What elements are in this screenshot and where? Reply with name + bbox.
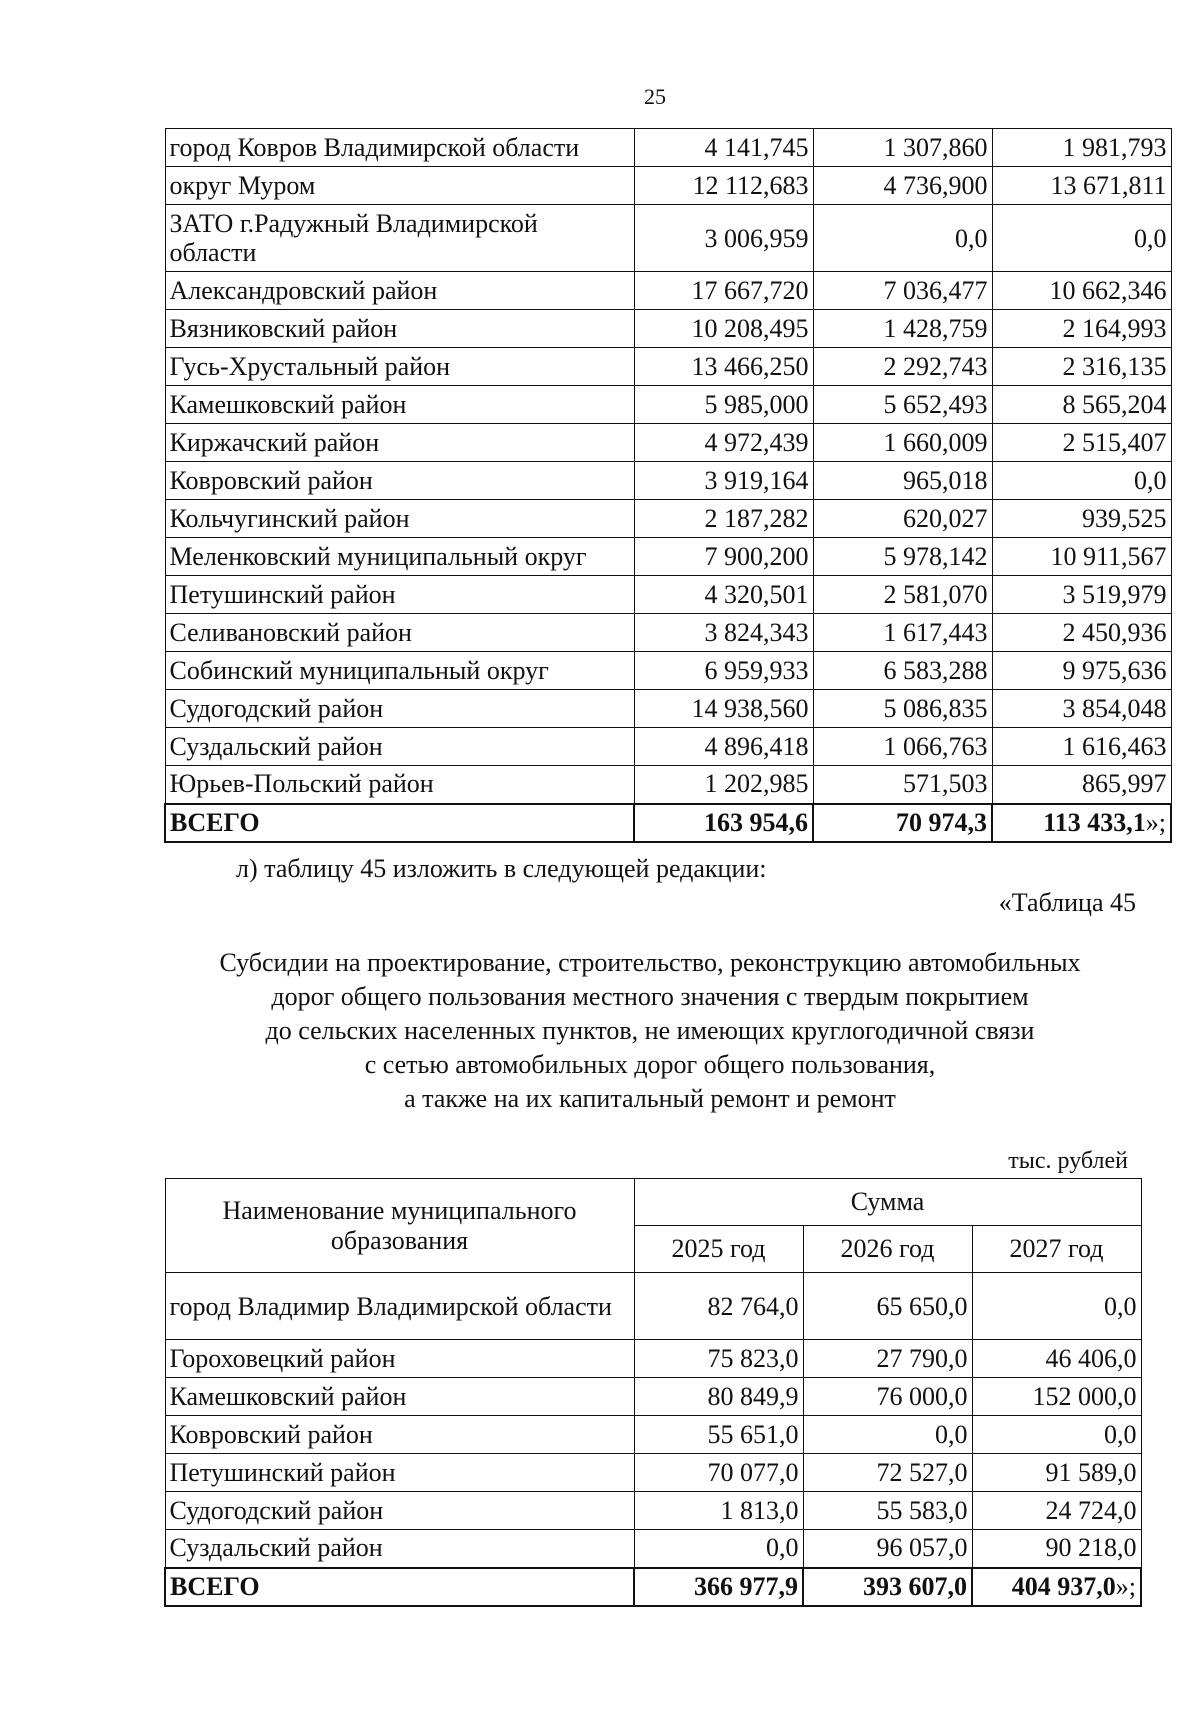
value-col-1: 14 938,560: [634, 690, 813, 728]
value-col-1: 3 006,959: [634, 205, 813, 272]
value-col-3: 2 316,135: [992, 348, 1171, 386]
value-col-1: 5 985,000: [634, 386, 813, 424]
value-col-3: 9 975,636: [992, 652, 1171, 690]
table-row: [165, 1273, 1141, 1340]
value-col-2: 5 652,493: [813, 386, 992, 424]
table-row: [165, 538, 1171, 576]
table-row: [165, 652, 1171, 690]
table-row: [165, 167, 1171, 205]
value-col-2: 0,0: [813, 205, 992, 272]
table-row: [165, 690, 1171, 728]
value-col-3: 10 662,346: [992, 272, 1171, 310]
value-2025: 80 849,9: [634, 1378, 803, 1416]
municipality-name: Собинский муниципальный округ: [165, 652, 634, 690]
caption-line: с сетью автомобильных дорог общего пользования,: [364, 1050, 936, 1079]
municipality-name: Вязниковский район: [165, 310, 634, 348]
total-2026: 393 607,0: [803, 1568, 972, 1606]
value-col-3: 2 515,407: [992, 424, 1171, 462]
value-col-3: 1 616,463: [992, 728, 1171, 766]
value-col-1: 4 972,439: [634, 424, 813, 462]
municipality-name: Ковровский район: [165, 1416, 634, 1454]
table-row: [165, 129, 1171, 167]
municipality-name: Камешковский район: [165, 1378, 634, 1416]
municipality-name: ЗАТО г.Радужный Владимирской области: [165, 205, 634, 272]
value-2027: 90 218,0: [972, 1530, 1141, 1568]
total-col-3: [992, 804, 1171, 842]
value-2025: 75 823,0: [634, 1340, 803, 1378]
value-col-3: 2 450,936: [992, 614, 1171, 652]
table-row: [165, 614, 1171, 652]
municipality-name: Судогодский район: [165, 1492, 634, 1530]
caption-line: Субсидии на проектирование, строительство, реконструкцию автомобильных: [219, 948, 1081, 977]
value-2026: 65 650,0: [803, 1273, 972, 1340]
table-row: [165, 576, 1171, 614]
page-number: 25: [644, 84, 666, 109]
value-col-1: 4 896,418: [634, 728, 813, 766]
total-2025: 366 977,9: [634, 1568, 803, 1606]
table-label: «Таблица 45: [998, 888, 1136, 917]
units-label: тыс. рублей: [1008, 1148, 1128, 1174]
value-col-2: 1 428,759: [813, 310, 992, 348]
total-col-2: 70 974,3: [813, 804, 992, 842]
value-col-3: 2 164,993: [992, 310, 1171, 348]
value-col-3: 1 981,793: [992, 129, 1171, 167]
caption-line: а также на их капитальный ремонт и ремонт: [404, 1084, 896, 1113]
municipality-name: Киржачский район: [165, 424, 634, 462]
header-year-2026: 2026 год: [803, 1226, 972, 1273]
value-col-2: 571,503: [813, 766, 992, 804]
municipality-name: Суздальский район: [165, 728, 634, 766]
value-2027: 91 589,0: [972, 1454, 1141, 1492]
value-col-1: 7 900,200: [634, 538, 813, 576]
table-row: [165, 766, 1171, 804]
value-col-3: 3 519,979: [992, 576, 1171, 614]
closing-quote: »;: [1145, 807, 1166, 837]
table-row: [165, 1340, 1141, 1378]
value-col-2: 965,018: [813, 462, 992, 500]
municipality-name: Гороховецкий район: [165, 1340, 634, 1378]
value-col-1: 17 667,720: [634, 272, 813, 310]
total-2027: [972, 1568, 1141, 1606]
subsidy-table-continued: [164, 128, 1172, 843]
value-2026: 0,0: [803, 1416, 972, 1454]
value-col-2: 1 307,860: [813, 129, 992, 167]
value-2027: 0,0: [972, 1416, 1141, 1454]
municipality-name: Меленковский муниципальный округ: [165, 538, 634, 576]
table-row: [165, 272, 1171, 310]
table-row: [165, 1378, 1141, 1416]
table-row: [165, 310, 1171, 348]
closing-quote: »;: [1115, 1571, 1136, 1601]
table-row: [165, 500, 1171, 538]
value-col-3: 865,997: [992, 766, 1171, 804]
value-col-3: 10 911,567: [992, 538, 1171, 576]
value-col-1: 4 141,745: [634, 129, 813, 167]
value-col-3: 13 671,811: [992, 167, 1171, 205]
municipality-name: город Ковров Владимирской области: [165, 129, 634, 167]
value-col-3: 8 565,204: [992, 386, 1171, 424]
value-col-2: 5 086,835: [813, 690, 992, 728]
value-2026: 72 527,0: [803, 1454, 972, 1492]
value-col-2: 7 036,477: [813, 272, 992, 310]
value-2027: 24 724,0: [972, 1492, 1141, 1530]
total-col-1: 163 954,6: [634, 804, 813, 842]
value-2025: 55 651,0: [634, 1416, 803, 1454]
value-col-2: 1 617,443: [813, 614, 992, 652]
value-2025: 1 813,0: [634, 1492, 803, 1530]
value-2025: 82 764,0: [634, 1273, 803, 1340]
municipality-name: Судогодский район: [165, 690, 634, 728]
municipality-name: Камешковский район: [165, 386, 634, 424]
value-col-2: 6 583,288: [813, 652, 992, 690]
subsidy-table-45: [164, 1178, 1142, 1607]
table-row: [165, 728, 1171, 766]
municipality-name: Гусь-Хрустальный район: [165, 348, 634, 386]
municipality-name: Ковровский район: [165, 462, 634, 500]
value-2027: 152 000,0: [972, 1378, 1141, 1416]
total-row: [165, 804, 1171, 842]
value-col-1: 6 959,933: [634, 652, 813, 690]
caption-line: до сельских населенных пунктов, не имеющих круглогодичной связи: [265, 1016, 1035, 1045]
header-municipality: Наименование муниципального образования: [165, 1179, 634, 1273]
municipality-name: Петушинский район: [165, 576, 634, 614]
value-col-1: 3 824,343: [634, 614, 813, 652]
value-2027: 46 406,0: [972, 1340, 1141, 1378]
value-col-1: 12 112,683: [634, 167, 813, 205]
instruction-text: л) таблицу 45 изложить в следующей редакции:: [236, 854, 767, 883]
value-col-3: 3 854,048: [992, 690, 1171, 728]
table-row: [165, 1454, 1141, 1492]
value-col-3: 0,0: [992, 205, 1171, 272]
total-label: ВСЕГО: [165, 804, 634, 842]
value-col-2: 5 978,142: [813, 538, 992, 576]
value-col-2: 620,027: [813, 500, 992, 538]
table-row: [165, 1416, 1141, 1454]
value-col-1: 4 320,501: [634, 576, 813, 614]
value-2026: 55 583,0: [803, 1492, 972, 1530]
value-2026: 27 790,0: [803, 1340, 972, 1378]
caption-line: дорог общего пользования местного значения с твердым покрытием: [271, 982, 1029, 1011]
municipality-name: Юрьев-Польский район: [165, 766, 634, 804]
value-2026: 96 057,0: [803, 1530, 972, 1568]
municipality-name: Селивановский район: [165, 614, 634, 652]
value-col-3: 939,525: [992, 500, 1171, 538]
table-row: [165, 462, 1171, 500]
value-2025: 70 077,0: [634, 1454, 803, 1492]
value-col-1: 1 202,985: [634, 766, 813, 804]
table-row: [165, 205, 1171, 272]
municipality-name: город Владимир Владимирской области: [165, 1273, 634, 1340]
value-col-2: 2 581,070: [813, 576, 992, 614]
value-2026: 76 000,0: [803, 1378, 972, 1416]
total-row: [165, 1568, 1141, 1606]
table-row: [165, 348, 1171, 386]
table-row: [165, 386, 1171, 424]
value-col-2: 1 660,009: [813, 424, 992, 462]
municipality-name: округ Муром: [165, 167, 634, 205]
municipality-name: Александровский район: [165, 272, 634, 310]
municipality-name: Петушинский район: [165, 1454, 634, 1492]
value-col-2: 2 292,743: [813, 348, 992, 386]
value-2025: 0,0: [634, 1530, 803, 1568]
header-sum: Сумма: [634, 1179, 1141, 1226]
table-caption: [160, 946, 1140, 1116]
total-value: 113 433,1: [1043, 807, 1146, 837]
value-col-1: 3 919,164: [634, 462, 813, 500]
value-col-1: 13 466,250: [634, 348, 813, 386]
value-col-3: 0,0: [992, 462, 1171, 500]
municipality-name: Суздальский район: [165, 1530, 634, 1568]
table-row: [165, 1492, 1141, 1530]
value-col-2: 1 066,763: [813, 728, 992, 766]
municipality-name: Кольчугинский район: [165, 500, 634, 538]
total-label: ВСЕГО: [165, 1568, 634, 1606]
total-value: 404 937,0: [1011, 1571, 1116, 1601]
table-row: [165, 424, 1171, 462]
header-year-2025: 2025 год: [634, 1226, 803, 1273]
header-year-2027: 2027 год: [972, 1226, 1141, 1273]
value-col-2: 4 736,900: [813, 167, 992, 205]
value-2027: 0,0: [972, 1273, 1141, 1340]
value-col-1: 2 187,282: [634, 500, 813, 538]
table-row: [165, 1530, 1141, 1568]
value-col-1: 10 208,495: [634, 310, 813, 348]
